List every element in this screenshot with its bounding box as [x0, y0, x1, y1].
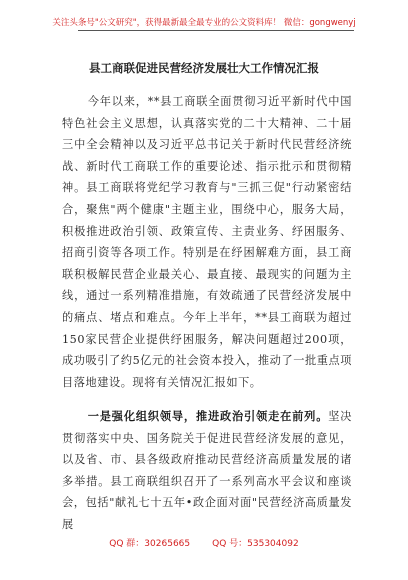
- header-divider: [78, 30, 354, 31]
- banner-text: 关注头条号"公文研究"，获得最新最全最专业的公文资料库！ 微信：gongwenyj: [52, 18, 356, 28]
- top-banner: [0, 0, 408, 40]
- paragraph-intro: 今年以来，**县工商联全面贯彻习近平新时代中国特色社会主义思想，认真落实党的二十大精神、二十届三中全会精神以及习近平总书记关于新时代民营经济统战、新时代工商联工作的重要论述、指示批示和贯彻精神。县工商联将党纪学习教育与"三抓三促"行动紧密结合，聚焦"两个健康"主题主业，围绕中心，服务大局，积极推进政治引领、政策宣传、主责业务、纾困服务、招商引资等各项工作。特别是在纾困解难方面，县工商联积极解民营企业最关心、最直接、最现实的问题为主线，通过一系列精准措施，有效疏通了民营经济发展中的痛点、堵点和难点。今年上半年，**县工商联为超过150家民营企业提供纾困服务，解决问题超过200项，成功吸引了约5亿元的社会资本投入，推动了一批重点项目落地建设。现将有关情况汇报如下。: [62, 95, 352, 389]
- qq-number: QQ 号：535304092: [212, 539, 299, 549]
- footer-contact: [0, 536, 408, 549]
- document-title: 县工商联促进民营经济发展壮大工作情况汇报: [89, 61, 319, 75]
- section-heading: 一是强化组织领导，推进政治引领走在前列。: [87, 410, 329, 423]
- qq-group: QQ 群：30265665: [109, 539, 191, 549]
- paragraph-section-1: [62, 406, 352, 536]
- section-body: 坚决贯彻落实中央、国务院关于促进民营经济发展的意见，以及省、市、县各级政府推动民营经济高质量发展的诸多举措。县工商联组织召开了一系列高水平会议和座谈会，包括"献礼七十五年•政企面对面"民营经济高质量发展: [62, 410, 352, 531]
